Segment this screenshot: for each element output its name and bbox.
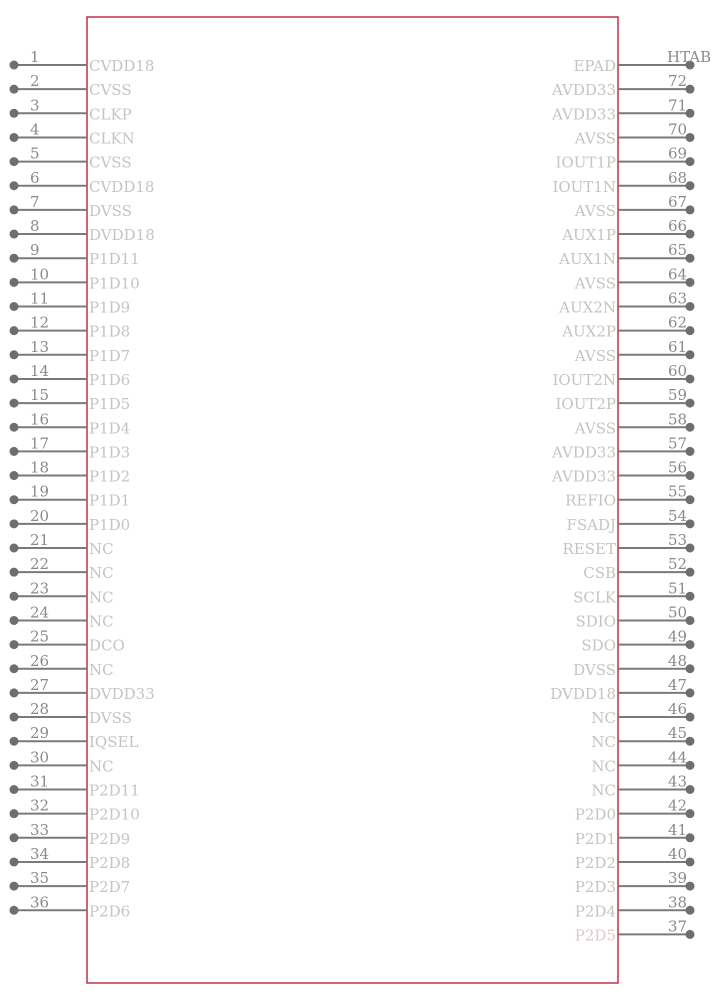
pin-label: P1D6 — [89, 370, 131, 389]
pin-label: NC — [591, 781, 616, 800]
pin-number: 55 — [668, 482, 688, 501]
pin-label: CVDD18 — [89, 57, 155, 75]
right-pin — [575, 893, 695, 920]
pin-label: EPAD — [573, 57, 616, 75]
right-pin — [591, 700, 694, 727]
left-pin — [10, 290, 131, 317]
pin-number: 39 — [668, 869, 688, 888]
pin-label: P2D10 — [89, 805, 140, 824]
pin-number: 52 — [668, 555, 688, 574]
pin-number: 26 — [30, 651, 50, 670]
right-pin — [551, 459, 695, 486]
pin-label: P2D9 — [89, 829, 131, 848]
left-pin — [10, 434, 131, 461]
pin-number: 34 — [30, 844, 50, 863]
pin-number: 46 — [668, 700, 688, 719]
right-pin — [574, 193, 695, 220]
right-pin — [575, 821, 695, 848]
left-pin — [10, 700, 132, 727]
pin-number: 35 — [30, 869, 50, 888]
pin-label: AUX2N — [559, 298, 616, 317]
left-pin — [10, 314, 131, 341]
left-pin — [10, 483, 131, 510]
pin-endpoint — [10, 230, 19, 239]
pin-number: 29 — [30, 724, 50, 743]
pin-endpoint — [10, 254, 19, 263]
pin-number: 40 — [668, 844, 688, 863]
pin-label: IOUT1P — [555, 153, 616, 172]
pin-endpoint — [10, 205, 19, 214]
left-pin — [10, 652, 114, 679]
pin-endpoint — [10, 785, 19, 794]
left-pin — [10, 531, 114, 558]
right-pin — [563, 531, 695, 558]
left-pin-group — [10, 48, 155, 920]
right-pin — [573, 579, 694, 606]
pin-number: 37 — [668, 917, 688, 936]
pin-label: DVDD18 — [550, 684, 616, 703]
pin-number: 41 — [668, 820, 688, 839]
pin-label: P2D8 — [89, 853, 131, 872]
pin-endpoint — [10, 350, 19, 359]
pin-number: 50 — [668, 603, 688, 622]
left-pin — [10, 362, 131, 389]
pin-label: P2D4 — [574, 902, 616, 921]
left-pin — [10, 169, 155, 196]
pin-number: 59 — [668, 386, 688, 405]
pin-endpoint — [10, 761, 19, 770]
pin-number: 5 — [30, 144, 40, 163]
right-pin — [573, 652, 694, 679]
pin-endpoint — [10, 713, 19, 722]
right-pin — [591, 748, 694, 775]
pin-endpoint — [10, 133, 19, 142]
pin-endpoint — [10, 809, 19, 818]
left-pin — [10, 265, 140, 292]
pin-endpoint — [10, 616, 19, 625]
pin-number: 8 — [30, 217, 40, 236]
left-pin — [10, 628, 125, 655]
pin-label: IQSEL — [89, 733, 139, 752]
right-pin — [591, 773, 694, 800]
pin-number: 70 — [668, 120, 688, 139]
pin-number: 45 — [668, 724, 688, 743]
pin-number: 24 — [30, 603, 50, 622]
pin-label: NC — [591, 709, 616, 728]
pin-label: RESET — [562, 540, 616, 558]
pin-endpoint — [10, 302, 19, 311]
right-pin — [575, 845, 695, 872]
left-pin — [10, 748, 114, 775]
pin-label: P1D9 — [89, 298, 131, 317]
pin-number: 20 — [30, 506, 50, 525]
left-pin — [10, 797, 140, 824]
left-pin — [10, 48, 155, 75]
pin-label: CLKP — [89, 105, 132, 124]
pin-number: 72 — [668, 72, 688, 91]
pin-label: P2D3 — [574, 878, 616, 897]
pin-endpoint — [10, 85, 19, 94]
pin-endpoint — [10, 471, 19, 480]
pin-number: 43 — [668, 772, 688, 791]
pin-label: NC — [89, 564, 114, 583]
pin-number: 3 — [30, 96, 40, 115]
pin-number: 28 — [30, 700, 50, 719]
left-pin — [10, 507, 131, 534]
pin-label: IOUT1N — [552, 177, 616, 196]
pin-label: NC — [591, 733, 616, 752]
pin-number: 53 — [668, 531, 688, 549]
pin-label: CVSS — [89, 81, 132, 100]
pin-label: P1D11 — [89, 250, 140, 269]
right-pin — [551, 96, 695, 123]
pin-number: 42 — [668, 796, 688, 815]
pin-number: 36 — [30, 893, 50, 912]
pin-number: 9 — [30, 241, 40, 260]
right-pin — [574, 410, 695, 437]
pin-number: 47 — [668, 675, 688, 694]
left-pin — [10, 724, 139, 751]
pin-number: 4 — [30, 120, 40, 139]
pin-endpoint — [10, 544, 19, 553]
pin-label: SDIO — [575, 612, 616, 631]
right-pin — [581, 628, 694, 655]
pin-endpoint — [10, 592, 19, 601]
pin-number: 17 — [30, 434, 50, 453]
pin-label: CVSS — [89, 153, 132, 172]
pin-label: CSB — [583, 564, 616, 583]
pin-label: IOUT2P — [555, 395, 616, 414]
right-pin — [575, 917, 695, 944]
left-pin — [10, 241, 140, 268]
right-pin — [591, 724, 694, 751]
pin-endpoint — [10, 157, 19, 166]
pin-label: REFIO — [565, 491, 616, 510]
pin-label: DVSS — [89, 709, 132, 728]
right-pin — [565, 483, 694, 510]
pin-label: P1D0 — [89, 515, 131, 534]
pin-number: 33 — [30, 820, 50, 839]
pin-label: P1D3 — [89, 443, 131, 462]
right-pin — [566, 507, 694, 534]
pin-label: P1D2 — [89, 467, 131, 486]
pin-label: IOUT2N — [552, 370, 616, 389]
pin-number: 61 — [668, 337, 688, 356]
pin-number: 65 — [668, 241, 688, 260]
pin-label: AUX2P — [562, 322, 616, 341]
pin-endpoint — [10, 181, 19, 190]
pin-label: P2D11 — [89, 781, 140, 800]
pin-number: 22 — [30, 555, 50, 574]
pin-number: 48 — [668, 651, 688, 670]
pin-number: 38 — [668, 893, 688, 912]
pin-label: AVDD33 — [551, 81, 616, 100]
pin-label: AVSS — [574, 274, 616, 293]
pin-label: P1D8 — [89, 322, 131, 341]
pin-number: 31 — [30, 772, 50, 791]
pin-label: NC — [591, 757, 616, 776]
left-pin — [10, 459, 131, 486]
pin-endpoint — [10, 640, 19, 649]
right-pin — [575, 603, 694, 630]
pin-number: 1 — [30, 48, 40, 66]
pin-label: AVDD33 — [551, 105, 616, 124]
pin-number: 18 — [30, 458, 50, 477]
pin-label: P2D5 — [574, 926, 616, 945]
left-pin — [10, 869, 131, 896]
pin-number: 66 — [668, 217, 688, 236]
pin-number: 71 — [668, 96, 688, 115]
pin-label: P1D4 — [89, 419, 131, 438]
pin-number: 23 — [30, 579, 50, 598]
pin-number: 32 — [30, 796, 50, 815]
pin-number: 27 — [30, 675, 50, 694]
right-pin — [551, 72, 695, 99]
pin-number: 57 — [668, 434, 688, 453]
pin-label: AVSS — [574, 201, 616, 220]
pin-label: P2D0 — [574, 805, 616, 824]
right-pin — [575, 797, 695, 824]
right-pin — [555, 145, 694, 172]
pin-endpoint — [10, 278, 19, 287]
pin-endpoint — [10, 882, 19, 891]
pin-endpoint — [10, 423, 19, 432]
pin-number: 25 — [30, 627, 50, 646]
pin-endpoint — [10, 519, 19, 528]
pin-label: P2D1 — [574, 829, 616, 848]
pin-endpoint — [10, 688, 19, 697]
right-pin — [583, 555, 694, 582]
right-pin — [551, 434, 695, 461]
left-pin — [10, 676, 155, 703]
right-pin — [558, 290, 694, 317]
pin-label: NC — [89, 660, 114, 679]
pin-label: AVSS — [574, 346, 616, 365]
pin-label: P2D7 — [89, 878, 131, 897]
component-body — [87, 17, 618, 983]
pin-number: 21 — [30, 531, 50, 549]
right-pin — [552, 169, 694, 196]
pin-number: 15 — [30, 386, 50, 405]
left-pin — [10, 603, 114, 630]
pin-label: CLKN — [89, 129, 135, 148]
right-pin — [574, 265, 695, 292]
pin-number: 19 — [30, 482, 50, 501]
left-pin — [10, 145, 132, 172]
pin-label: AUX1N — [559, 250, 616, 269]
left-pin — [10, 410, 131, 437]
pin-label: NC — [89, 588, 114, 607]
right-pin — [573, 48, 711, 75]
right-pin — [555, 386, 694, 413]
pin-label: P2D6 — [89, 902, 131, 921]
pin-endpoint — [10, 326, 19, 335]
left-pin — [10, 821, 131, 848]
pin-number: 63 — [668, 289, 688, 308]
pin-label: DVSS — [573, 660, 616, 679]
pin-label: AVSS — [574, 419, 616, 438]
pin-number: 44 — [668, 748, 688, 767]
pin-label: AVDD33 — [551, 443, 616, 462]
pin-endpoint — [10, 664, 19, 673]
pin-label: CVDD18 — [89, 177, 155, 196]
pin-number: HTAB — [667, 48, 712, 66]
left-pin — [10, 120, 135, 147]
pin-endpoint — [10, 857, 19, 866]
pin-label: AUX1P — [562, 226, 616, 245]
left-pin — [10, 338, 131, 365]
pin-number: 69 — [668, 144, 688, 163]
pin-endpoint — [10, 833, 19, 842]
pin-number: 2 — [30, 72, 40, 91]
pin-number: 16 — [30, 410, 50, 429]
pin-number: 30 — [30, 748, 50, 767]
pin-endpoint — [10, 568, 19, 577]
pin-label: P1D1 — [89, 491, 131, 510]
right-pin — [550, 676, 694, 703]
pin-endpoint — [10, 374, 19, 383]
right-pin — [561, 217, 694, 244]
right-pin-group — [550, 48, 711, 944]
pin-number: 64 — [668, 265, 688, 284]
pin-label: SDO — [581, 636, 616, 655]
left-pin — [10, 845, 131, 872]
left-pin — [10, 193, 132, 220]
pin-label: AVDD33 — [551, 467, 616, 486]
pin-endpoint — [10, 737, 19, 746]
pin-label: NC — [89, 540, 114, 558]
left-pin — [10, 555, 114, 582]
pin-number: 6 — [30, 168, 40, 187]
pin-label: FSADJ — [566, 515, 616, 534]
pin-number: 7 — [30, 192, 40, 211]
pin-label: NC — [89, 757, 114, 776]
right-pin — [575, 869, 695, 896]
pin-label: DCO — [89, 636, 125, 655]
pin-label: P2D2 — [574, 853, 616, 872]
pin-endpoint — [10, 109, 19, 118]
pin-label: P1D10 — [89, 274, 140, 293]
pin-number: 10 — [30, 265, 50, 284]
pin-endpoint — [10, 447, 19, 456]
right-pin — [561, 314, 694, 341]
left-pin — [10, 579, 114, 606]
pin-number: 13 — [30, 337, 50, 356]
pin-number: 62 — [668, 313, 688, 332]
left-pin — [10, 96, 132, 123]
pin-number: 11 — [30, 289, 50, 308]
left-pin — [10, 386, 131, 413]
left-pin — [10, 773, 140, 800]
pin-number: 54 — [668, 506, 688, 525]
pin-number: 60 — [668, 361, 688, 380]
pin-label: SCLK — [573, 588, 616, 607]
pin-label: AVSS — [574, 129, 616, 148]
pin-number: 14 — [30, 361, 50, 380]
pin-label: P1D7 — [89, 346, 131, 365]
pin-label: DVDD33 — [89, 684, 155, 703]
pin-number: 51 — [668, 579, 688, 598]
pin-endpoint — [10, 61, 19, 70]
pin-label: P1D5 — [89, 395, 131, 414]
left-pin — [10, 893, 131, 920]
left-pin — [10, 72, 132, 99]
pin-label: NC — [89, 612, 114, 631]
pin-label: DVSS — [89, 201, 132, 220]
right-pin — [574, 120, 695, 147]
pin-endpoint — [10, 906, 19, 915]
left-pin — [10, 217, 155, 244]
pin-number: 58 — [668, 410, 688, 429]
pin-number: 68 — [668, 168, 688, 187]
pin-endpoint — [10, 399, 19, 408]
right-pin — [552, 362, 694, 389]
pin-number: 56 — [668, 458, 688, 477]
pin-number: 67 — [668, 192, 688, 211]
pin-number: 12 — [30, 313, 50, 332]
right-pin — [574, 338, 695, 365]
pin-endpoint — [10, 495, 19, 504]
pin-number: 49 — [668, 627, 688, 646]
pin-label: DVDD18 — [89, 226, 155, 245]
right-pin — [558, 241, 694, 268]
